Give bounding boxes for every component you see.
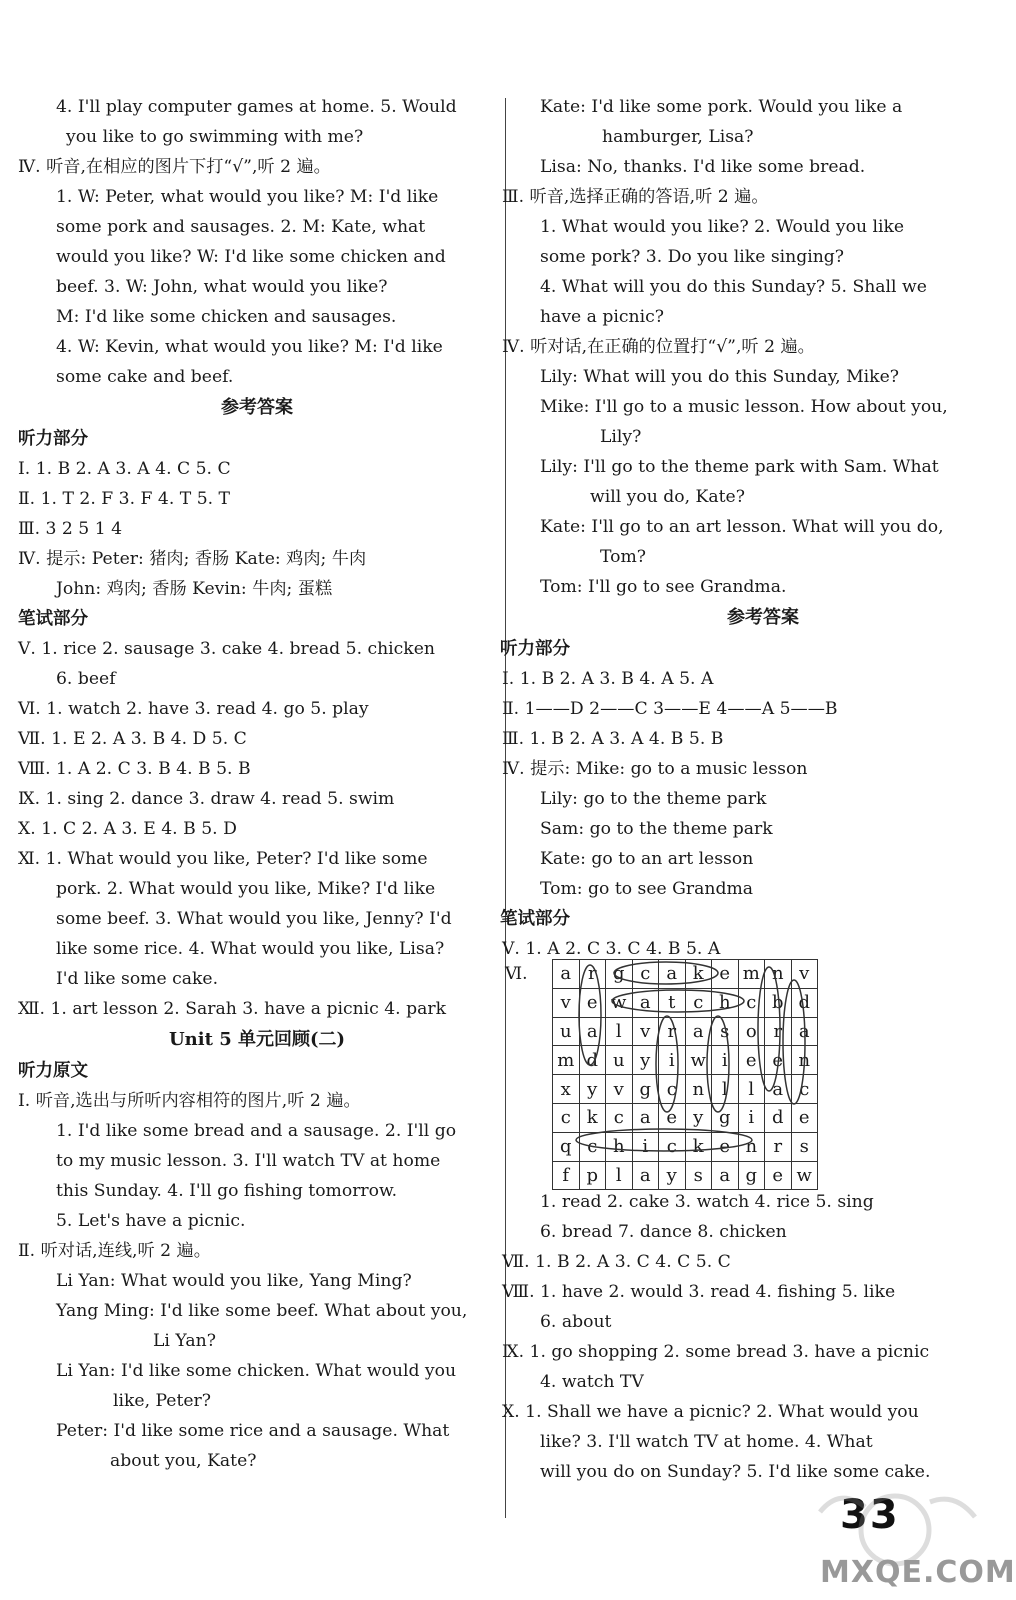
grid-cell: x [553,1075,580,1104]
grid-cell: c [738,988,765,1017]
left-line: Ⅰ. 1. B 2. A 3. A 4. C 5. C [18,459,231,479]
grid-cell: c [791,1075,818,1104]
right-line: Ⅲ. 听音,选择正确的答语,听 2 遍。 [502,187,769,207]
grid-cell: n [791,1046,818,1075]
after-line: Ⅷ. 1. have 2. would 3. read 4. fishing 5. like [502,1282,896,1302]
grid-cell: h [606,1132,633,1161]
grid-cell: i [712,1046,739,1075]
left-line: Li Yan: I'd like some chicken. What would you [56,1361,457,1381]
right-line: Lily: I'll go to the theme park with Sam. What [540,457,939,477]
grid-cell: v [553,988,580,1017]
watermark-text: MXQE.COM [820,1555,1016,1590]
after-line: 4. watch TV [540,1372,644,1392]
grid-cell: s [791,1132,818,1161]
left-line: you like to go swimming with me? [66,127,364,147]
grid-cell: c [659,1132,686,1161]
grid-cell: i [659,1046,686,1075]
section-heading: 参考答案 [727,607,799,628]
grid-cell: y [659,1161,686,1190]
grid-cell: y [632,1046,659,1075]
right-line: Ⅳ. 听对话,在正确的位置打“√”,听 2 遍。 [502,337,815,357]
right-line: Ⅳ. 提示: Mike: go to a music lesson [502,759,808,779]
left-line: some cake and beef. [56,367,234,387]
subsection-heading: 笔试部分 [18,609,88,629]
grid-cell: c [579,1132,606,1161]
left-line: 6. beef [56,669,116,689]
word-search-label: Ⅵ. [505,964,528,984]
grid-cell: t [659,988,686,1017]
left-line: to my music lesson. 3. I'll watch TV at home [56,1151,441,1171]
grid-cell: m [553,1046,580,1075]
grid-cell: k [685,960,712,989]
grid-cell: c [553,1103,580,1132]
left-line: Ⅸ. 1. sing 2. dance 3. draw 4. read 5. swim [18,789,395,809]
after-line: Ⅹ. 1. Shall we have a picnic? 2. What would you [502,1402,919,1422]
right-line: Tom: I'll go to see Grandma. [540,577,787,597]
grid-cell: h [712,988,739,1017]
right-line: Tom? [600,547,646,567]
grid-cell: e [579,988,606,1017]
grid-cell: w [606,988,633,1017]
left-column [18,92,496,1476]
grid-cell: w [685,1046,712,1075]
grid-cell: l [738,1075,765,1104]
right-line: Kate: I'll go to an art lesson. What will you do, [540,517,944,537]
grid-cell: a [685,1017,712,1046]
page-number: 33 [840,1492,900,1538]
left-line: some pork and sausages. 2. M: Kate, what [56,217,426,237]
right-line: Lily: go to the theme park [540,789,767,809]
right-line: Mike: I'll go to a music lesson. How about you, [540,397,948,417]
right-line: have a picnic? [540,307,664,327]
grid-cell: e [791,1103,818,1132]
grid-cell: l [606,1161,633,1190]
grid-cell: y [579,1075,606,1104]
after-line: will you do on Sunday? 5. I'd like some cake. [540,1462,931,1482]
grid-cell: c [632,960,659,989]
grid-cell: v [606,1075,633,1104]
right-line: Kate: go to an art lesson [540,849,754,869]
grid-cell: l [606,1017,633,1046]
grid-cell: g [712,1103,739,1132]
left-line: about you, Kate? [110,1451,257,1471]
left-line: Ⅷ. 1. A 2. C 3. B 4. B 5. B [18,759,251,779]
grid-cell: y [685,1103,712,1132]
left-line: Ⅰ. 听音,选出与所听内容相符的图片,听 2 遍。 [18,1091,361,1111]
after-line: like? 3. I'll watch TV at home. 4. What [540,1432,873,1452]
grid-cell: l [712,1075,739,1104]
subsection-heading: 听力部分 [500,639,570,659]
right-line: Ⅲ. 1. B 2. A 3. A 4. B 5. B [502,729,724,749]
left-line: Ⅱ. 1. T 2. F 3. F 4. T 5. T [18,489,231,509]
after-line: Ⅸ. 1. go shopping 2. some bread 3. have a picnic [502,1342,930,1362]
grid-cell: g [606,960,633,989]
right-line: 1. What would you like? 2. Would you like [540,217,905,237]
after-line: 6. about [540,1312,612,1332]
left-line: Peter: I'd like some rice and a sausage. What [56,1421,450,1441]
left-line: Ⅱ. 听对话,连线,听 2 遍。 [18,1241,211,1261]
grid-cell: a [765,1075,792,1104]
grid-cell: n [685,1075,712,1104]
left-line: Ⅺ. 1. What would you like, Peter? I'd like some [18,849,428,869]
grid-cell: v [632,1017,659,1046]
right-line: Ⅰ. 1. B 2. A 3. B 4. A 5. A [502,669,714,689]
left-line: Ⅴ. 1. rice 2. sausage 3. cake 4. bread 5. chicken [18,639,435,659]
grid-cell: a [712,1161,739,1190]
grid-cell: a [579,1017,606,1046]
grid-cell: e [712,1132,739,1161]
grid-cell: u [553,1017,580,1046]
left-line: some beef. 3. What would you like, Jenny? I'd [56,909,452,929]
section-heading: Unit 5 单元回顾(二) [168,1029,346,1050]
right-line: Kate: I'd like some pork. Would you like a [540,97,903,117]
left-line: I'd like some cake. [56,969,219,989]
grid-cell: a [632,988,659,1017]
grid-cell: i [738,1103,765,1132]
left-line: this Sunday. 4. I'll go fishing tomorrow. [56,1181,398,1201]
right-line: will you do, Kate? [590,487,745,507]
grid-cell: w [791,1161,818,1190]
subsection-heading: 听力部分 [18,429,88,449]
right-line: Lisa: No, thanks. I'd like some bread. [540,157,866,177]
right-line: some pork? 3. Do you like singing? [540,247,845,267]
left-line: M: I'd like some chicken and sausages. [56,307,397,327]
left-line: Ⅻ. 1. art lesson 2. Sarah 3. have a picnic 4. park [18,999,446,1019]
grid-cell: e [765,1046,792,1075]
right-line: Sam: go to the theme park [540,819,773,839]
grid-cell: n [738,1132,765,1161]
subsection-heading: 听力原文 [18,1061,88,1081]
left-line: would you like? W: I'd like some chicken and [56,247,446,267]
left-line: Li Yan: What would you like, Yang Ming? [56,1271,412,1291]
left-line: like some rice. 4. What would you like, Lisa? [56,939,445,959]
grid-cell: p [579,1161,606,1190]
grid-cell: b [765,988,792,1017]
grid-cell: g [738,1161,765,1190]
left-line: Yang Ming: I'd like some beef. What about you, [56,1301,468,1321]
grid-cell: s [712,1017,739,1046]
grid-cell: g [632,1075,659,1104]
grid-cell: d [791,988,818,1017]
grid-cell: c [659,1075,686,1104]
grid-cell: e [765,1161,792,1190]
grid-cell: v [791,960,818,989]
grid-cell: s [685,1161,712,1190]
after-line: 6. bread 7. dance 8. chicken [540,1222,787,1242]
left-line: Ⅹ. 1. C 2. A 3. E 4. B 5. D [18,819,237,839]
grid-cell: a [632,1103,659,1132]
grid-cell: r [765,1132,792,1161]
right-column-after-grid [502,1187,986,1487]
grid-cell: i [632,1132,659,1161]
right-line: Ⅱ. 1——D 2——C 3——E 4——A 5——B [502,699,838,719]
right-line: Ⅴ. 1. A 2. C 3. C 4. B 5. A [502,939,721,959]
subsection-heading: 笔试部分 [500,909,570,929]
left-line: 4. I'll play computer games at home. 5. Would [56,97,457,117]
grid-cell: f [553,1161,580,1190]
grid-cell: a [659,960,686,989]
left-line: 4. W: Kevin, what would you like? M: I'd like [56,337,443,357]
right-line: hamburger, Lisa? [602,127,754,147]
left-line: like, Peter? [113,1391,211,1411]
grid-cell: r [659,1017,686,1046]
left-line: 1. I'd like some bread and a sausage. 2. I'll go [56,1121,457,1141]
left-line: Ⅳ. 听音,在相应的图片下打“√”,听 2 遍。 [18,157,331,177]
grid-cell: a [791,1017,818,1046]
grid-cell: k [579,1103,606,1132]
right-line: Lily? [600,427,642,447]
left-line: Li Yan? [153,1331,216,1351]
grid-cell: d [765,1103,792,1132]
grid-cell: r [765,1017,792,1046]
left-line: beef. 3. W: John, what would you like? [56,277,388,297]
grid-cell: q [553,1132,580,1161]
grid-cell: m [738,960,765,989]
grid-cell: c [606,1103,633,1132]
left-line: Ⅵ. 1. watch 2. have 3. read 4. go 5. play [18,699,369,719]
right-line: Lily: What will you do this Sunday, Mike? [540,367,899,387]
grid-cell: c [685,988,712,1017]
right-column [500,92,986,964]
left-line: John: 鸡肉; 香肠 Kevin: 牛肉; 蛋糕 [56,579,333,599]
left-line: 1. W: Peter, what would you like? M: I'd like [56,187,439,207]
right-line: Tom: go to see Grandma [540,879,753,899]
left-line: pork. 2. What would you like, Mike? I'd like [56,879,436,899]
grid-cell: a [632,1161,659,1190]
grid-cell: e [738,1046,765,1075]
grid-cell: n [765,960,792,989]
grid-cell: o [738,1017,765,1046]
word-search-grid [552,959,818,1190]
left-line: Ⅳ. 提示: Peter: 猪肉; 香肠 Kate: 鸡肉; 牛肉 [18,549,367,569]
left-line: 5. Let's have a picnic. [56,1211,246,1231]
after-line: 1. read 2. cake 3. watch 4. rice 5. sing [540,1192,874,1212]
grid-cell: e [659,1103,686,1132]
grid-cell: e [712,960,739,989]
grid-cell: r [579,960,606,989]
grid-cell: d [579,1046,606,1075]
grid-cell: k [685,1132,712,1161]
section-heading: 参考答案 [221,397,293,418]
grid-cell: a [553,960,580,989]
after-line: Ⅶ. 1. B 2. A 3. C 4. C 5. C [502,1252,731,1272]
grid-cell: u [606,1046,633,1075]
right-line: 4. What will you do this Sunday? 5. Shall we [540,277,927,297]
left-line: Ⅲ. 3 2 5 1 4 [18,519,123,539]
left-line: Ⅶ. 1. E 2. A 3. B 4. D 5. C [18,729,247,749]
